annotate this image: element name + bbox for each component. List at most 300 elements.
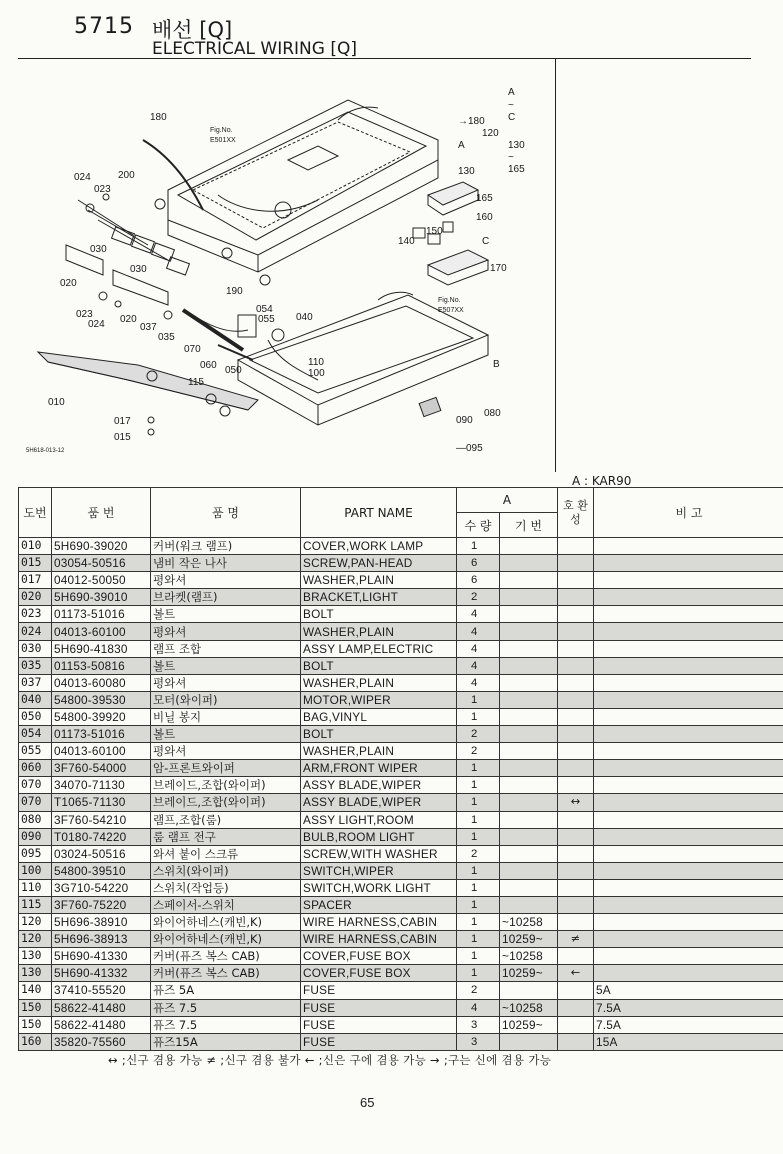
row-name-ko: 평와셔 [151, 743, 301, 760]
row-ref-no: 100 [19, 862, 52, 879]
row-remarks [594, 708, 783, 725]
table-row [19, 845, 783, 862]
svg-text:115: 115 [188, 377, 204, 388]
table-row [19, 623, 783, 640]
row-qty: 4 [457, 999, 500, 1016]
col-group-a: A [457, 488, 558, 513]
row-interchange [558, 828, 594, 845]
table-row [19, 1033, 783, 1050]
svg-text:—095: —095 [456, 443, 483, 454]
row-part-no: 5H690-41330 [52, 948, 151, 965]
row-serial [500, 794, 558, 811]
row-qty: 1 [457, 879, 500, 896]
row-ref-no: 070 [19, 794, 52, 811]
svg-text:165: 165 [476, 193, 493, 204]
svg-text:080: 080 [484, 408, 501, 419]
row-part-name: WASHER,PLAIN [301, 674, 457, 691]
row-remarks [594, 777, 783, 794]
row-remarks [594, 896, 783, 913]
row-name-ko: 퓨즈 7.5 [151, 999, 301, 1016]
row-serial [500, 760, 558, 777]
row-qty: 4 [457, 657, 500, 674]
row-interchange [558, 743, 594, 760]
row-part-no: 54800-39510 [52, 862, 151, 879]
row-interchange [558, 862, 594, 879]
table-row [19, 657, 783, 674]
row-serial [500, 862, 558, 879]
row-interchange [558, 640, 594, 657]
row-ref-no: 050 [19, 708, 52, 725]
row-qty: 1 [457, 931, 500, 948]
table-row [19, 948, 783, 965]
svg-text:055: 055 [258, 314, 275, 325]
row-remarks [594, 538, 783, 555]
row-name-ko: 브라켓(램프) [151, 589, 301, 606]
row-ref-no: 080 [19, 811, 52, 828]
row-ref-no: 160 [19, 1033, 52, 1050]
svg-text:024: 024 [74, 172, 91, 183]
row-interchange [558, 606, 594, 623]
row-remarks [594, 914, 783, 931]
row-serial [500, 743, 558, 760]
row-qty: 1 [457, 538, 500, 555]
row-ref-no: 037 [19, 674, 52, 691]
row-name-ko: 퓨즈 7.5 [151, 1016, 301, 1033]
row-qty: 2 [457, 726, 500, 743]
col-interchange: 호 환 성 [558, 488, 594, 538]
row-ref-no: 030 [19, 640, 52, 657]
col-ref-no: 도번 [19, 488, 52, 538]
row-serial [500, 845, 558, 862]
svg-text:140: 140 [398, 236, 415, 247]
row-qty: 2 [457, 743, 500, 760]
row-part-name: WASHER,PLAIN [301, 572, 457, 589]
row-remarks [594, 760, 783, 777]
svg-text:060: 060 [200, 360, 217, 371]
table-row [19, 708, 783, 725]
row-qty: 3 [457, 1016, 500, 1033]
row-name-ko: 스페이서-스위치 [151, 896, 301, 913]
row-name-ko: 스위치(작업등) [151, 879, 301, 896]
row-interchange [558, 948, 594, 965]
row-part-no: 5H690-39020 [52, 538, 151, 555]
svg-text:010: 010 [48, 397, 65, 408]
row-name-ko: 평와셔 [151, 623, 301, 640]
row-part-no: 58622-41480 [52, 1016, 151, 1033]
row-remarks [594, 606, 783, 623]
row-interchange [558, 657, 594, 674]
row-serial: 10259~ [500, 1016, 558, 1033]
row-ref-no: 023 [19, 606, 52, 623]
table-row [19, 572, 783, 589]
row-serial [500, 1033, 558, 1050]
row-interchange: ≠ [558, 931, 594, 948]
row-name-ko: 퓨즈15A [151, 1033, 301, 1050]
row-ref-no: 120 [19, 931, 52, 948]
row-part-name: WASHER,PLAIN [301, 743, 457, 760]
row-name-ko: 램프 조합 [151, 640, 301, 657]
table-row [19, 674, 783, 691]
row-name-ko: 볼트 [151, 657, 301, 674]
row-part-name: SWITCH,WORK LIGHT [301, 879, 457, 896]
row-interchange [558, 760, 594, 777]
row-qty: 1 [457, 691, 500, 708]
row-interchange [558, 572, 594, 589]
row-qty: 4 [457, 606, 500, 623]
callout-180a: 180 [150, 112, 167, 123]
svg-text:120: 120 [482, 128, 499, 139]
svg-text:017: 017 [114, 416, 131, 427]
svg-text:E501XX: E501XX [210, 137, 236, 144]
row-qty: 4 [457, 623, 500, 640]
row-qty: 2 [457, 589, 500, 606]
svg-text:050: 050 [225, 365, 242, 376]
row-remarks [594, 726, 783, 743]
table-row [19, 555, 783, 572]
row-interchange [558, 726, 594, 743]
row-qty: 6 [457, 572, 500, 589]
row-serial [500, 538, 558, 555]
row-qty: 3 [457, 1033, 500, 1050]
row-remarks: 7.5A [594, 1016, 783, 1033]
table-row [19, 828, 783, 845]
row-name-ko: 평와셔 [151, 674, 301, 691]
row-qty: 4 [457, 674, 500, 691]
row-remarks: 15A [594, 1033, 783, 1050]
row-part-name: BRACKET,LIGHT [301, 589, 457, 606]
table-row [19, 862, 783, 879]
row-qty: 6 [457, 555, 500, 572]
table-row [19, 794, 783, 811]
svg-text:~: ~ [508, 152, 514, 163]
row-serial [500, 811, 558, 828]
row-part-name: ASSY LAMP,ELECTRIC [301, 640, 457, 657]
row-serial [500, 640, 558, 657]
row-remarks [594, 879, 783, 896]
row-part-no: 3G710-54220 [52, 879, 151, 896]
svg-text:100: 100 [308, 368, 325, 379]
row-ref-no: 095 [19, 845, 52, 862]
svg-text:023: 023 [76, 309, 93, 320]
row-part-no: T1065-71130 [52, 794, 151, 811]
row-name-ko: 브레이드,조합(와이퍼) [151, 777, 301, 794]
row-qty: 1 [457, 914, 500, 931]
row-part-name: BOLT [301, 606, 457, 623]
table-row [19, 999, 783, 1016]
svg-text:040: 040 [296, 312, 313, 323]
row-interchange [558, 623, 594, 640]
row-interchange [558, 1033, 594, 1050]
row-serial [500, 572, 558, 589]
row-serial [500, 674, 558, 691]
row-interchange [558, 777, 594, 794]
row-interchange: ↔ [558, 794, 594, 811]
row-interchange [558, 708, 594, 725]
row-part-name: COVER,FUSE BOX [301, 965, 457, 982]
parts-table [18, 487, 783, 1051]
row-serial: ~10258 [500, 948, 558, 965]
svg-text:020: 020 [120, 314, 137, 325]
row-name-ko: 와셔 붙이 스크류 [151, 845, 301, 862]
row-serial: ~10258 [500, 999, 558, 1016]
row-remarks: 7.5A [594, 999, 783, 1016]
row-part-name: SWITCH,WIPER [301, 862, 457, 879]
table-row [19, 777, 783, 794]
table-row [19, 914, 783, 931]
row-serial [500, 879, 558, 896]
row-remarks [594, 589, 783, 606]
row-ref-no: 110 [19, 879, 52, 896]
row-part-name: FUSE [301, 999, 457, 1016]
table-row [19, 965, 783, 982]
row-part-no: 54800-39920 [52, 708, 151, 725]
row-name-ko: 커버(워크 램프) [151, 538, 301, 555]
row-part-name: SCREW,PAN-HEAD [301, 555, 457, 572]
row-part-no: 04013-60100 [52, 743, 151, 760]
row-part-no: 01153-50816 [52, 657, 151, 674]
svg-text:A: A [458, 140, 465, 151]
row-serial: 10259~ [500, 931, 558, 948]
row-serial [500, 896, 558, 913]
svg-text:B: B [493, 359, 500, 370]
row-name-ko: 와이어하네스(캐빈,K) [151, 931, 301, 948]
row-part-name: COVER,FUSE BOX [301, 948, 457, 965]
row-part-no: 5H690-41830 [52, 640, 151, 657]
svg-text:190: 190 [226, 286, 243, 297]
row-part-no: T0180-74220 [52, 828, 151, 845]
row-part-name: COVER,WORK LAMP [301, 538, 457, 555]
row-serial [500, 691, 558, 708]
row-remarks [594, 828, 783, 845]
svg-text:023: 023 [94, 184, 111, 195]
row-interchange [558, 879, 594, 896]
svg-text:A: A [508, 87, 515, 98]
row-part-name: WIRE HARNESS,CABIN [301, 914, 457, 931]
row-remarks [594, 555, 783, 572]
row-name-ko: 브레이드,조합(와이퍼) [151, 794, 301, 811]
row-part-name: BULB,ROOM LIGHT [301, 828, 457, 845]
table-row [19, 640, 783, 657]
svg-text:160: 160 [476, 212, 493, 223]
row-name-ko: 모터(와이퍼) [151, 691, 301, 708]
row-ref-no: 120 [19, 914, 52, 931]
table-row [19, 726, 783, 743]
row-qty: 1 [457, 777, 500, 794]
row-interchange [558, 589, 594, 606]
row-part-no: 3F760-54000 [52, 760, 151, 777]
row-name-ko: 와이어하네스(캐빈,K) [151, 914, 301, 931]
row-part-no: 03054-50516 [52, 555, 151, 572]
row-remarks [594, 862, 783, 879]
row-part-no: 04012-50050 [52, 572, 151, 589]
row-interchange: ← [558, 965, 594, 982]
svg-text:035: 035 [158, 332, 175, 343]
row-part-no: 5H696-38910 [52, 914, 151, 931]
row-qty: 4 [457, 640, 500, 657]
interchange-legend: ↔ ;신구 겸용 가능 ≠ ;신구 겸용 불가 ← ;신은 구에 겸용 가능 → ;구는 신에 겸용 가능 [108, 1053, 552, 1067]
row-part-no: 04013-60100 [52, 623, 151, 640]
row-ref-no: 090 [19, 828, 52, 845]
svg-text:5H618-013-12: 5H618-013-12 [26, 448, 65, 454]
row-remarks [594, 931, 783, 948]
svg-text:020: 020 [60, 278, 77, 289]
row-serial [500, 555, 558, 572]
row-name-ko: 평와셔 [151, 572, 301, 589]
row-ref-no: 035 [19, 657, 52, 674]
row-remarks [594, 743, 783, 760]
row-remarks [594, 948, 783, 965]
svg-text:024: 024 [88, 319, 105, 330]
row-name-ko: 커버(퓨즈 복스 CAB) [151, 965, 301, 982]
row-ref-no: 130 [19, 965, 52, 982]
svg-text:030: 030 [90, 244, 107, 255]
svg-text:130: 130 [458, 166, 475, 177]
row-part-no: 34070-71130 [52, 777, 151, 794]
row-name-ko: 냄비 작은 나사 [151, 555, 301, 572]
row-interchange [558, 691, 594, 708]
row-serial [500, 726, 558, 743]
row-remarks [594, 691, 783, 708]
row-part-name: MOTOR,WIPER [301, 691, 457, 708]
row-ref-no: 070 [19, 777, 52, 794]
row-interchange [558, 896, 594, 913]
row-qty: 1 [457, 896, 500, 913]
diagram-divider [555, 58, 556, 472]
row-remarks [594, 657, 783, 674]
row-interchange [558, 914, 594, 931]
table-row [19, 896, 783, 913]
svg-text:054: 054 [256, 304, 273, 315]
row-name-ko: 암-프론트와이퍼 [151, 760, 301, 777]
svg-text:Fig.No.: Fig.No. [210, 127, 233, 134]
svg-text:090: 090 [456, 415, 473, 426]
row-part-no: 37410-55520 [52, 982, 151, 999]
row-interchange [558, 555, 594, 572]
row-part-name: WIRE HARNESS,CABIN [301, 931, 457, 948]
svg-text:150: 150 [426, 226, 443, 237]
row-ref-no: 150 [19, 999, 52, 1016]
row-part-no: 54800-39530 [52, 691, 151, 708]
row-name-ko: 볼트 [151, 726, 301, 743]
svg-text:070: 070 [184, 344, 201, 355]
page-number: 65 [360, 1095, 375, 1110]
row-serial [500, 777, 558, 794]
table-row [19, 982, 783, 999]
svg-text:~: ~ [508, 100, 514, 111]
row-part-no: 03024-50516 [52, 845, 151, 862]
row-interchange [558, 999, 594, 1016]
figure-code-note: A : KAR90 [572, 474, 632, 488]
row-qty: 1 [457, 965, 500, 982]
row-part-no: 04013-60080 [52, 674, 151, 691]
row-remarks [594, 640, 783, 657]
row-part-no: 01173-51016 [52, 726, 151, 743]
row-part-name: BOLT [301, 726, 457, 743]
svg-text:015: 015 [114, 432, 131, 443]
col-serial: 기 번 [500, 513, 558, 538]
table-row [19, 538, 783, 555]
svg-text:170: 170 [490, 263, 507, 274]
row-interchange [558, 811, 594, 828]
row-part-name: SCREW,WITH WASHER [301, 845, 457, 862]
row-serial [500, 623, 558, 640]
row-interchange [558, 538, 594, 555]
row-remarks: 5A [594, 982, 783, 999]
row-serial: 10259~ [500, 965, 558, 982]
row-name-ko: 비닐 봉지 [151, 708, 301, 725]
row-interchange [558, 674, 594, 691]
table-row [19, 811, 783, 828]
row-name-ko: 램프,조합(룸) [151, 811, 301, 828]
row-serial [500, 708, 558, 725]
row-part-no: 5H690-41332 [52, 965, 151, 982]
col-part-name: PART NAME [301, 488, 457, 538]
row-ref-no: 040 [19, 691, 52, 708]
row-qty: 1 [457, 811, 500, 828]
row-part-no: 3F760-54210 [52, 811, 151, 828]
row-name-ko: 커버(퓨즈 복스 CAB) [151, 948, 301, 965]
row-remarks [594, 845, 783, 862]
row-part-no: 35820-75560 [52, 1033, 151, 1050]
row-part-name: FUSE [301, 1016, 457, 1033]
row-qty: 1 [457, 828, 500, 845]
row-name-ko: 볼트 [151, 606, 301, 623]
row-ref-no: 060 [19, 760, 52, 777]
row-qty: 1 [457, 794, 500, 811]
row-part-no: 3F760-75220 [52, 896, 151, 913]
table-row [19, 879, 783, 896]
svg-text:C: C [508, 112, 516, 123]
col-part-no: 품 번 [52, 488, 151, 538]
table-row [19, 931, 783, 948]
svg-text:E507XX: E507XX [438, 307, 464, 314]
row-part-name: FUSE [301, 982, 457, 999]
row-interchange [558, 845, 594, 862]
col-remarks: 비 고 [594, 488, 783, 538]
row-qty: 1 [457, 760, 500, 777]
row-ref-no: 054 [19, 726, 52, 743]
row-part-name: BAG,VINYL [301, 708, 457, 725]
upper-frame [143, 100, 438, 272]
table-row [19, 606, 783, 623]
row-ref-no: 017 [19, 572, 52, 589]
row-ref-no: 024 [19, 623, 52, 640]
row-remarks [594, 811, 783, 828]
svg-text:165: 165 [508, 164, 525, 175]
row-remarks [594, 674, 783, 691]
row-interchange [558, 982, 594, 999]
row-serial [500, 982, 558, 999]
row-part-name: ASSY LIGHT,ROOM [301, 811, 457, 828]
row-remarks [594, 794, 783, 811]
col-name-ko: 품 명 [151, 488, 301, 538]
svg-text:030: 030 [130, 264, 147, 275]
row-part-name: ASSY BLADE,WIPER [301, 777, 457, 794]
row-serial [500, 589, 558, 606]
table-row [19, 743, 783, 760]
page-title-korean: 배선 [Q] [152, 18, 233, 42]
work-lamp-parts [66, 194, 189, 319]
row-remarks [594, 572, 783, 589]
row-serial: ~10258 [500, 914, 558, 931]
row-part-name: BOLT [301, 657, 457, 674]
row-remarks [594, 623, 783, 640]
svg-text:037: 037 [140, 322, 157, 333]
row-interchange [558, 1016, 594, 1033]
svg-text:200: 200 [118, 170, 135, 181]
row-qty: 1 [457, 862, 500, 879]
row-name-ko: 퓨즈 5A [151, 982, 301, 999]
